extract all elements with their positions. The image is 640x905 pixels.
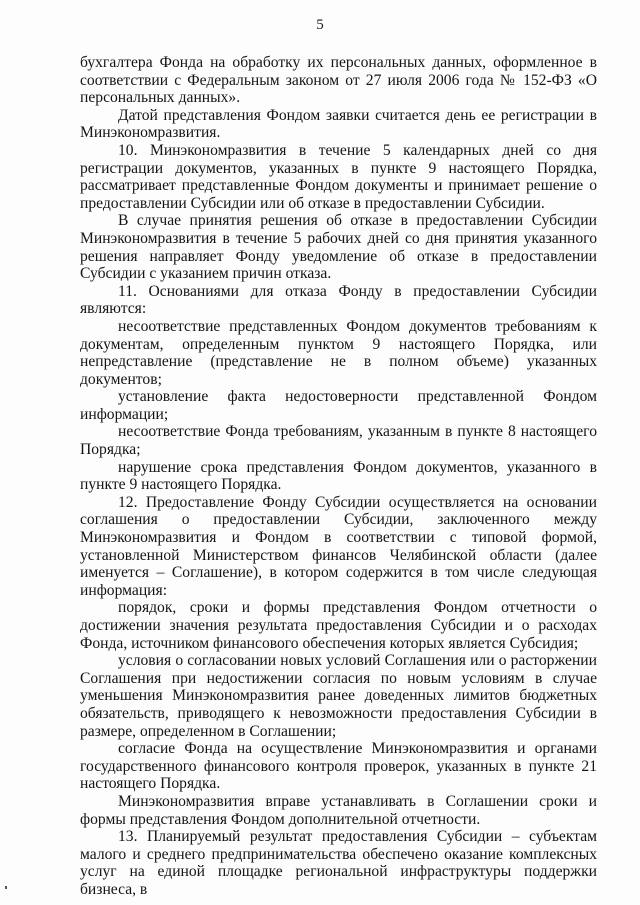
paragraph: несоответствие представленных Фондом документов требованиям к документам, определенным пунктом 9 настоящего Порядка, или непредставление (представление не в полном объеме) указанных документов; <box>80 317 597 388</box>
paragraph: условия о согласовании новых условий Соглашения или о расторжении Соглашения при недостижении согласия по новым условиям в случае уменьшения Минэкономразвития ранее доведенных лимитов бюджетных обязательств, приводящего к невозможности предоставления Субсидии в размере, определенном в Соглашении; <box>80 652 597 740</box>
paragraph: 12. Предоставление Фонду Субсидии осуществляется на основании соглашения о предоставлении Субсидии, заключенного между Минэкономразвития и Фондом в соответствии с типовой формой, установленной Министерством финансов Челябинской области (далее именуется – Соглашение), в котором содержится в том числе следующая информация: <box>80 493 597 599</box>
paragraph: нарушение срока представления Фондом документов, указанного в пункте 9 настоящего Порядка. <box>80 458 597 494</box>
scan-margin-mark <box>5 886 7 889</box>
paragraph: установление факта недостоверности представленной Фондом информации; <box>80 388 597 423</box>
paragraph: бухгалтера Фонда на обработку их персональных данных, оформленное в соответствии с Федеральным законом от 27 июля 2006 года № 152-ФЗ «О персональных данных». <box>80 54 597 107</box>
paragraph: 13. Планируемый результат предоставления Субсидии – субъектам малого и среднего предпринимательства обеспечено оказание комплексных услуг на единой площадке региональной инфраструктуры поддержки бизнеса, в <box>80 828 597 898</box>
page-number: 5 <box>316 17 324 33</box>
paragraph: Минэкономразвития вправе устанавливать в Соглашении сроки и формы представления Фондом дополнительной отчетности. <box>80 792 597 828</box>
document-body <box>80 54 597 899</box>
paragraph: несоответствие Фонда требованиям, указанным в пункте 8 настоящего Порядка; <box>80 423 597 459</box>
paragraph: порядок, сроки и формы представления Фондом отчетности о достижении значения результата предоставления Субсидии и о расходах Фонда, источником финансового обеспечения которых является Субсидия; <box>80 599 597 652</box>
paragraph: В случае принятия решения об отказе в предоставлении Субсидии Минэкономразвития в течение 5 рабочих дней со дня принятия указанного решения направляет Фонду уведомление об отказе в предоставлении Субсидии с указанием причин отказа. <box>80 212 597 283</box>
paragraph: согласие Фонда на осуществление Минэкономразвития и органами государственного финансового контроля проверок, указанных в пункте 21 настоящего Порядка. <box>80 740 597 793</box>
paragraph: 10. Минэкономразвития в течение 5 календарных дней со дня регистрации документов, указанных в пункте 9 настоящего Порядка, рассматривает представленные Фондом документы и принимает решение о предоставлении Субсидии или об отказе в предоставлении Субсидии. <box>80 141 597 212</box>
paragraph: Датой представления Фондом заявки считается день ее регистрации в Минэкономразвития. <box>80 106 597 142</box>
paragraph: 11. Основаниями для отказа Фонду в предоставлении Субсидии являются: <box>80 282 597 318</box>
